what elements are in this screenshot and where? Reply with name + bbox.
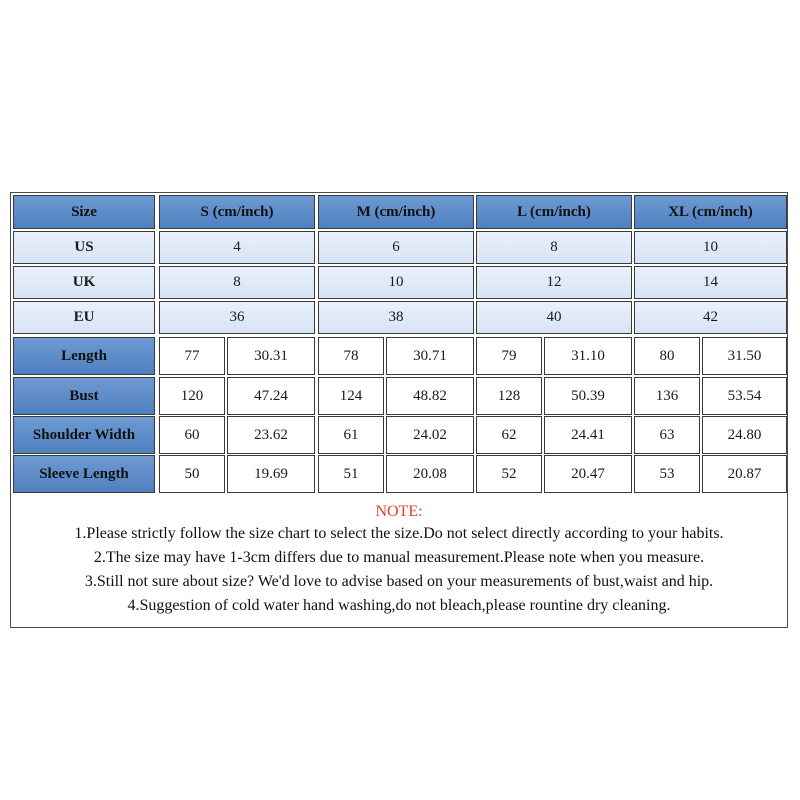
table-cell-cm: 53 bbox=[634, 455, 700, 493]
header-size-label: Size bbox=[13, 195, 155, 229]
table-cell-cm: 60 bbox=[159, 416, 225, 454]
table-cell: 8 bbox=[159, 266, 315, 299]
header-size-column: XL (cm/inch) bbox=[634, 195, 787, 229]
table-cell: 36 bbox=[159, 301, 315, 334]
table-cell-inch: 30.71 bbox=[386, 337, 474, 375]
row-label: US bbox=[13, 231, 155, 264]
table-cell-cm: 124 bbox=[318, 377, 384, 415]
table-cell-cm: 61 bbox=[318, 416, 384, 454]
table-cell-inch: 19.69 bbox=[227, 455, 315, 493]
table-cell-inch: 20.87 bbox=[702, 455, 787, 493]
header-size-column: S (cm/inch) bbox=[159, 195, 315, 229]
table-cell-inch: 24.80 bbox=[702, 416, 787, 454]
table-cell: 10 bbox=[318, 266, 474, 299]
table-cell-cm: 52 bbox=[476, 455, 542, 493]
table-cell: 12 bbox=[476, 266, 632, 299]
table-cell-inch: 31.50 bbox=[702, 337, 787, 375]
table-cell-cm: 136 bbox=[634, 377, 700, 415]
table-cell: 42 bbox=[634, 301, 787, 334]
table-cell-inch: 30.31 bbox=[227, 337, 315, 375]
note-line-2: 2.The size may have 1-3cm differs due to manual measurement.Please note when you measure. bbox=[93, 549, 705, 566]
table-cell-inch: 20.47 bbox=[544, 455, 632, 493]
table-cell-inch: 24.41 bbox=[544, 416, 632, 454]
table-cell-cm: 78 bbox=[318, 337, 384, 375]
table-cell: 40 bbox=[476, 301, 632, 334]
note-line-4: 4.Suggestion of cold water hand washing,do not bleach,please rountine dry cleaning. bbox=[127, 597, 671, 614]
notes-section bbox=[11, 493, 787, 627]
table-cell-inch: 50.39 bbox=[544, 377, 632, 415]
table-cell: 6 bbox=[318, 231, 474, 264]
table-cell-cm: 63 bbox=[634, 416, 700, 454]
row-label: Sleeve Length bbox=[13, 455, 155, 493]
table-cell-cm: 128 bbox=[476, 377, 542, 415]
header-size-column: M (cm/inch) bbox=[318, 195, 474, 229]
table-cell-cm: 51 bbox=[318, 455, 384, 493]
table-cell: 14 bbox=[634, 266, 787, 299]
table-cell-cm: 80 bbox=[634, 337, 700, 375]
table-cell: 8 bbox=[476, 231, 632, 264]
table-cell-inch: 23.62 bbox=[227, 416, 315, 454]
table-cell-inch: 24.02 bbox=[386, 416, 474, 454]
table-cell: 10 bbox=[634, 231, 787, 264]
table-cell-inch: 48.82 bbox=[386, 377, 474, 415]
size-chart-table bbox=[10, 192, 788, 628]
row-label: Bust bbox=[13, 377, 155, 415]
row-label: Shoulder Width bbox=[13, 416, 155, 454]
table-cell-inch: 31.10 bbox=[544, 337, 632, 375]
table-cell: 38 bbox=[318, 301, 474, 334]
table-cell-cm: 79 bbox=[476, 337, 542, 375]
note-line-3: 3.Still not sure about size? We'd love to advise based on your measurements of bust,waist and hip. bbox=[84, 573, 714, 590]
notes-title: NOTE: bbox=[375, 503, 423, 520]
table-cell-cm: 77 bbox=[159, 337, 225, 375]
table-cell-cm: 120 bbox=[159, 377, 225, 415]
row-label: EU bbox=[13, 301, 155, 334]
header-size-column: L (cm/inch) bbox=[476, 195, 632, 229]
note-line-1: 1.Please strictly follow the size chart to select the size.Do not select directly according to your habits. bbox=[74, 525, 724, 542]
table-cell-inch: 47.24 bbox=[227, 377, 315, 415]
row-label: Length bbox=[13, 337, 155, 375]
table-cell-inch: 53.54 bbox=[702, 377, 787, 415]
table-cell-cm: 62 bbox=[476, 416, 542, 454]
row-label: UK bbox=[13, 266, 155, 299]
table-cell: 4 bbox=[159, 231, 315, 264]
table-cell-inch: 20.08 bbox=[386, 455, 474, 493]
table-cell-cm: 50 bbox=[159, 455, 225, 493]
